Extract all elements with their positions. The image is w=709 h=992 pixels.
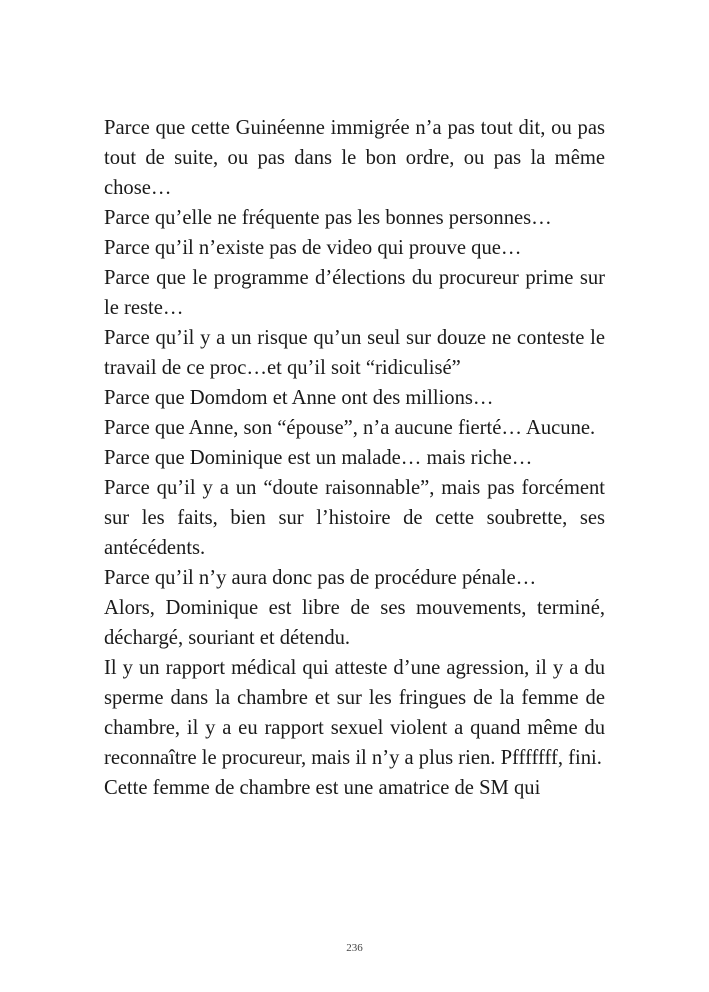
paragraph: Parce qu’il n’y aura donc pas de procédure pénale… (104, 567, 537, 589)
paragraph: Parce qu’il y a un risque qu’un seul sur douze ne conteste le travail de ce proc…et qu’il soit “ridiculisé” (104, 327, 605, 379)
paragraph: Parce qu’il y a un “doute raisonnable”, mais pas forcément sur les faits, bien sur l’histoire de cette soubrette, ses antécédents. (104, 477, 605, 559)
paragraph: Parce que cette Guinéenne immigrée n’a pas tout dit, ou pas tout de suite, ou pas dans le bon ordre, ou pas la même chose… (104, 117, 605, 199)
paragraph: Parce que Anne, son “épouse”, n’a aucune fierté… Aucune. (104, 417, 596, 439)
paragraph: Alors, Dominique est libre de ses mouvements, terminé, déchargé, souriant et détendu. (104, 597, 605, 649)
paragraph: Parce qu’il n’existe pas de video qui prouve que… (104, 237, 522, 259)
page-number: 236 (346, 942, 363, 954)
paragraph: Parce que le programme d’élections du procureur prime sur le reste… (104, 267, 605, 319)
paragraph: Parce que Domdom et Anne ont des millions… (104, 387, 494, 409)
body-text (104, 113, 605, 803)
paragraph: Cette femme de chambre est une amatrice de SM qui (104, 777, 541, 799)
paragraph: Parce qu’elle ne fréquente pas les bonnes personnes… (104, 207, 552, 229)
paragraph: Il y un rapport médical qui atteste d’une agression, il y a du sperme dans la chambre et sur les fringues de la femme de chambre, il y a eu rapport sexuel violent a quand même du reconnaître le procureur, mais il n’y a plus rien. Pfffffff, fini. (104, 657, 605, 769)
paragraph: Parce que Dominique est un malade… mais riche… (104, 447, 533, 469)
